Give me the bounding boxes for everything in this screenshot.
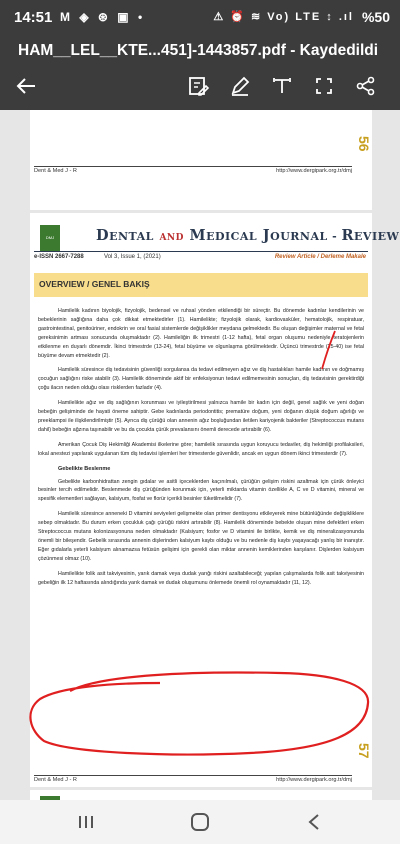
paragraph: Gebelikte karbonhidrattan zengin gıdalar ve asitli içeceklerden kaçınılmalı, çürüğün gelişim riskini azaltmak için çürük önleyici besinler tercih edilmelidir. Beslenmede diş çürüğünden korunmak için, yeterli miktarda vitamin özellikle A, C ve D vitamini, mineral ve spesifik elementleri sağlayan, kalsiyum, fosfat ve florür içerikli besinler tüketilmelidir (7). bbox=[38, 478, 364, 503]
title-part: EVIEW bbox=[354, 230, 400, 243]
footer-left: Dent & Med J - R bbox=[34, 168, 77, 174]
journal-title bbox=[96, 227, 399, 244]
volume-issue: Vol 3, Issue 1, (2021) bbox=[104, 254, 161, 260]
footer-left: Dent & Med J - R bbox=[34, 777, 77, 783]
page-number-current: 57 bbox=[356, 743, 372, 759]
home-icon[interactable] bbox=[180, 810, 220, 834]
paragraph: Hamilelikte folik asit takviyesinin, yarık damak veya dudak yarığı riskini azaltabileceği; yapılan çalışmalarda folik asit takviyesinin gebeliğin ilk 12 haftasında alındığında yarık damak ve dudak oluşumunu önlemede önemli rol oynamaktadır (11, 12). bbox=[38, 570, 364, 586]
article-type: Review Article / Derleme Makale bbox=[274, 254, 366, 260]
title-part: ENTAL bbox=[109, 230, 154, 243]
system-icons: ⚠ ⏰ ≋ Vo) LTE ↕ .ıl bbox=[213, 11, 354, 23]
recents-icon[interactable] bbox=[66, 810, 106, 834]
edit-note-icon[interactable] bbox=[184, 72, 212, 100]
issn: e-ISSN 2667-7288 bbox=[34, 254, 84, 260]
share-icon[interactable] bbox=[352, 72, 380, 100]
back-icon[interactable] bbox=[294, 810, 334, 834]
footer-url: http://www.dergipark.org.tr/dmj bbox=[276, 777, 352, 783]
notification-icons: M ◈ ⊛ ▣ • bbox=[60, 10, 146, 24]
title-letter: M bbox=[189, 227, 207, 244]
paragraph: Hamilelik kadının biyolojik, fizyolojik, bedensel ve ruhsal yönden etkilendiği bir süreçtir. Bu dönemde kadınlar kendilerinin ve bebeklerinin sağlığına daha çok dikkat etmektedirler (1). Hamilelikte; fizyolojik olarak, kardiovasküler, hematolojik, respiratuar, gastrointestinal, genitoüriner, endokrin ve oral fasial sistemlerde değişiklikler meydana gelmektedir. Bu oluşan değişimler maternal ve fetal gereksinimin artması sonucunda oluşmaktadır (2). Hamileliğin ilk trimestri (1-12 hafta), fetal organ oluşumu nedeniyle teratojenlerin etkilenme en duyarlı dönemdir. İkinci trimestrde (13-24), fetal büyüme ve olgunlaşma görülmektedir. Üçüncü trimestrde (25-40) ise fetal büyüme devam etmektedir (2). bbox=[38, 308, 364, 359]
journal-logo: DMJ bbox=[40, 225, 60, 251]
crop-icon[interactable] bbox=[310, 72, 338, 100]
title-letter: J bbox=[262, 227, 271, 244]
page-footer-prev bbox=[34, 166, 352, 174]
document-title: HAM__LEL__KTE...451]-1443857.pdf - Kaydedildi bbox=[18, 42, 379, 59]
pdf-page-current bbox=[30, 213, 400, 787]
pdf-page-prev bbox=[30, 110, 372, 210]
pen-icon[interactable] bbox=[226, 72, 254, 100]
paragraph-highlighted: Hamilelik süresince anneneki D vitamini seviyeleri gelişmekte olan primer dentisyonu etkileyerek mine bütünlüğünde değişikliklere sebep olmaktadır. Bu durum erken çocukluk çağı çürüğü riskini artırabilir (8). Hamilelik döneminde bebekte oluşan mine defektleri erken Streptococcus mutans kolonizasyonuna neden olmaktadır (Kalsiyum; fosfor ve D vitamini ile birlikte, kemik ve diş mineralizasyonunda önemli bir bileşendir. Gebelik sırasında annenin dişlerinden kalsiyum kaybı olduğu ve bu nedenle diş kaybı yaşayacağı yanlış bir inanıştır. Eğer gıdalarla yeterli kalsiyum alınamazsa fetüsün gelişimi için gerekli olan miktar annenin kemiklerinden karşılanır. Dişlerden kalsiyum çözünmesi olmaz (10). bbox=[38, 511, 364, 562]
paragraph: Amerikan Çocuk Diş Hekimliği Akademisi ilkelerine göre; hamilelik sırasında uygun koruyucu tedaviler, diş hekimliği profilaksileri, lokal anestezi yapılarak uygulanan tüm diş tedavisi işlemleri her trimesterde güvenlidir, ancak en uygun dönem ikinci trimesterdir (7). bbox=[38, 441, 364, 457]
paragraph: Hamilelikte ağız ve diş sağlığının korunması ve iyileştirilmesi yalnızca hamile bir kadın için değil, genel sağlık ve yeni doğan bebeğin gelişiminde de hayati öneme sahiptir. Gebe kadınlarda periodontitis; prematüre doğum, yeni doğanın düşük doğum ağırlığı ve preeklampsi ile ilişkilendirilmiştir (5). Ayrıca diş çürüğü olan annenin ağız boşluğundan iletilen kariyojenik bakteriler (Streptococcus mutans dahil) bebeğin ağzına taşınabilir ve bu da çocukta çürük prevalansını önemli derecede artırabilir (6). bbox=[38, 400, 364, 433]
app-header bbox=[0, 0, 400, 110]
page-number-prev: 56 bbox=[356, 136, 372, 152]
title-part: OURNAL bbox=[270, 230, 328, 243]
battery-indicator: %50 bbox=[361, 9, 390, 25]
title-dash: - bbox=[327, 230, 342, 243]
footer-url: http://www.dergipark.org.tr/dmj bbox=[276, 168, 352, 174]
title-letter: D bbox=[96, 227, 110, 244]
pdf-viewport[interactable] bbox=[0, 110, 400, 800]
section-heading: OVERVIEW / GENEL BAKIŞ bbox=[34, 273, 368, 297]
title-letter: R bbox=[341, 227, 355, 244]
title-and: AND bbox=[159, 233, 184, 243]
back-arrow-icon[interactable] bbox=[12, 72, 40, 100]
article-body bbox=[38, 307, 364, 593]
status-bar bbox=[0, 0, 400, 34]
journal-info-bar bbox=[34, 251, 368, 261]
text-icon[interactable] bbox=[268, 72, 296, 100]
title-part: EDICAL bbox=[206, 230, 258, 243]
page-footer bbox=[34, 775, 352, 783]
subheading: Gebelikte Beslenme bbox=[58, 465, 111, 472]
status-time: 14:51 bbox=[14, 9, 53, 26]
system-nav-bar bbox=[0, 800, 400, 844]
paragraph: Hamilelik süresince diş tedavisinin güvenliği sorgulansa da tedavi edilmeyen ağız ve diş hastalıkları hamile kadının ve doğmamış çocuğun sağlığını riske atabilir (3). Hamilelik döneminde aktif bir enfeksiyonun tedavi edilmemesinin sonuçları, diş tedavisinin gerektirdiği çoğu ilacın neden olduğu olası risklerden fazladır (4). bbox=[38, 367, 364, 392]
